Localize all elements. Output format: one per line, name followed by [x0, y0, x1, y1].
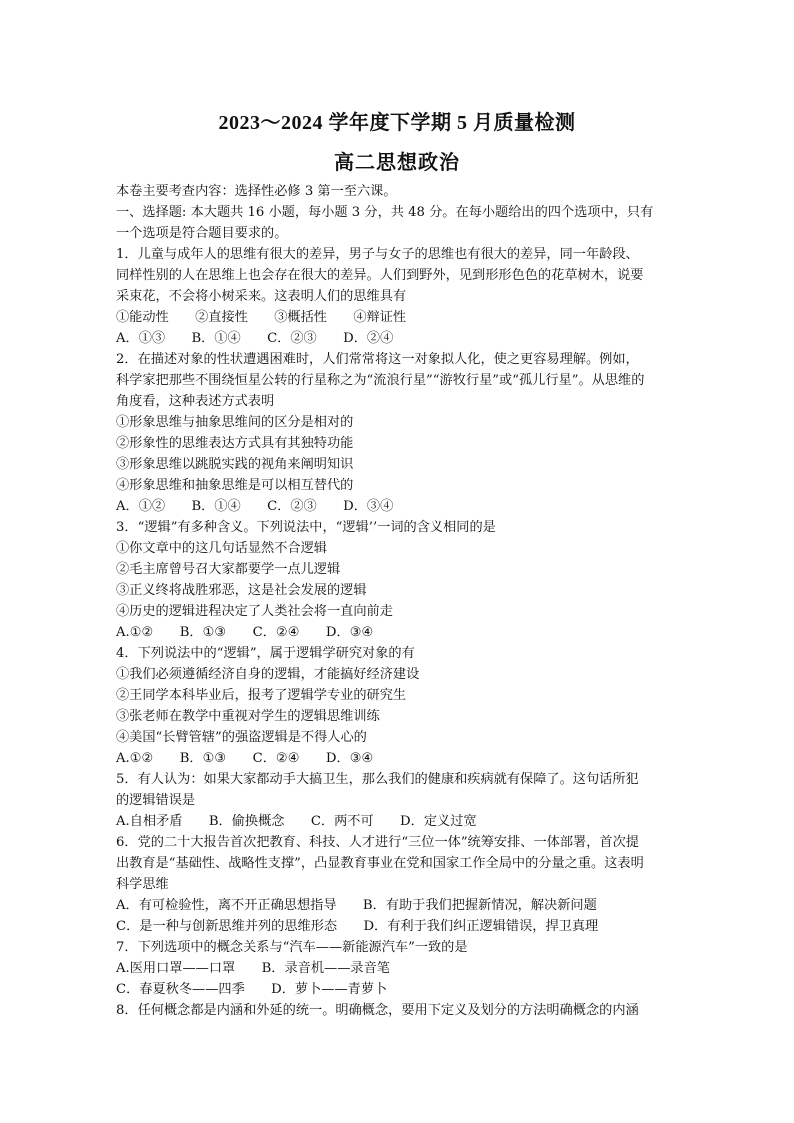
- answer-options: C．是一种与创新思维并列的思维形态 D．有利于我们纠正逻辑错误，捍卫真理: [116, 919, 599, 934]
- answer-options: A．①③ B．①④ C．②③ D．②④: [116, 331, 394, 346]
- question-stem-line: 科学思维: [116, 877, 169, 892]
- question-list: [116, 244, 682, 1021]
- question-stem-line: 7．下列选项中的概念关系与“汽车——新能源汽车”一致的是: [116, 940, 468, 955]
- question-5: [116, 769, 682, 832]
- answer-options: A.自相矛盾 B．偷换概念 C．两不可 D．定义过宽: [116, 814, 477, 829]
- question-2: [116, 349, 682, 517]
- section-instruction: 一、选择题: 本大题共 16 小题，每小题 3 分，共 48 分。在每小题给出的四个选项中，只有: [116, 205, 654, 220]
- statement-item: ④历史的逻辑进程决定了人类社会将一直向前走: [116, 604, 393, 619]
- question-6: [116, 832, 682, 937]
- question-stem-line: 6．党的二十大报告首次把教育、科技、人才进行“三位一体”统筹安排、一体部署，首次提: [116, 835, 639, 850]
- question-stem-line: 3．“逻辑”有多种含义。下列说法中，“逻辑’’一词的含义相同的是: [116, 520, 496, 535]
- statement-item: ②形象性的思维表达方式具有其独特功能: [116, 436, 354, 451]
- statement-item: ①能动性 ②直接性 ③概括性 ④辩证性: [116, 310, 407, 325]
- question-1: [116, 244, 682, 349]
- statement-item: ①我们必须遵循经济自身的逻辑，才能搞好经济建设: [116, 667, 420, 682]
- question-stem-line: 采束花，不会将小树采来。这表明人们的思维具有: [116, 289, 407, 304]
- question-3: [116, 517, 682, 643]
- question-4: [116, 643, 682, 769]
- statement-item: ②王同学本科毕业后，报考了逻辑学专业的研究生: [116, 688, 407, 703]
- question-stem-line: 角度看，这种表述方式表明: [116, 394, 275, 409]
- exam-body: [116, 181, 682, 1021]
- section-instruction-cont: 一个选项是符合题目要求的。: [116, 226, 288, 241]
- statement-item: ③正义终将战胜邪恶，这是社会发展的逻辑: [116, 583, 367, 598]
- question-7: [116, 937, 682, 1000]
- intro-line: 本卷主要考查内容：选择性必修 3 第一至六课。: [116, 184, 397, 199]
- question-stem-line: 1．儿童与成年人的思维有很大的差异，男子与女子的思维也有很大的差异，同一年龄段、: [116, 247, 639, 262]
- answer-options: C．春夏秋冬——四季 D．萝卜——青萝卜: [116, 982, 388, 997]
- statement-item: ②毛主席曾号召大家都要学一点儿逻辑: [116, 562, 341, 577]
- question-stem-line: 8．任何概念都是内涵和外延的统一。明确概念，要用下定义及划分的方法明确概念的内涵: [116, 1003, 639, 1018]
- question-stem-line: 的逻辑错误是: [116, 793, 196, 808]
- answer-options: A.①② B．①③ C．②④ D．③④: [116, 625, 374, 640]
- question-stem-line: 科学家把那些不围绕恒星公转的行星称之为“流浪行星”“游牧行星”或“孤儿行星”。从思维的: [116, 373, 645, 388]
- subject-title: 高二思想政治: [334, 152, 460, 174]
- answer-options: A.①② B．①③ C．②④ D．③④: [116, 751, 374, 766]
- answer-options: A.医用口罩——口罩 B．录音机——录音笔: [116, 961, 390, 976]
- question-stem-line: 同样性别的人在思维上也会存在很大的差异。人们到野外，见到形形色色的花草树木，说要: [116, 268, 644, 283]
- question-stem-line: 2．在描述对象的性状遭遇困难时，人们常常将这一对象拟人化，使之更容易理解。例如，: [116, 352, 639, 367]
- question-stem-line: 5．有人认为：如果大家都动手大搞卫生，那么我们的健康和疾病就有保障了。这句话所犯: [116, 772, 639, 787]
- answer-options: A．①② B．①④ C．②③ D．③④: [116, 499, 394, 514]
- statement-item: ③张老师在教学中重视对学生的逻辑思维训练: [116, 709, 380, 724]
- statement-item: ①你文章中的这几句话显然不合逻辑: [116, 541, 327, 556]
- statement-item: ①形象思维与抽象思维间的区分是相对的: [116, 415, 354, 430]
- answer-options: A．有可检验性，离不开正确思想指导 B．有助于我们把握新情况，解决新问题: [116, 898, 597, 913]
- exam-title: 2023～2024 学年度下学期 5 月质量检测: [218, 112, 576, 134]
- question-stem-line: 4．下列说法中的“逻辑”，属于逻辑学研究对象的有: [116, 646, 415, 661]
- question-8: [116, 1000, 682, 1021]
- statement-item: ④形象思维和抽象思维是可以相互替代的: [116, 478, 354, 493]
- statement-item: ③形象思维以跳脱实践的视角来阐明知识: [116, 457, 354, 472]
- statement-item: ④美国“长臂管辖”的强盗逻辑是不得人心的: [116, 730, 367, 745]
- question-stem-line: 出教育是“基础性、战略性支撑”，凸显教育事业在党和国家工作全局中的分量之重。这表明: [116, 856, 644, 871]
